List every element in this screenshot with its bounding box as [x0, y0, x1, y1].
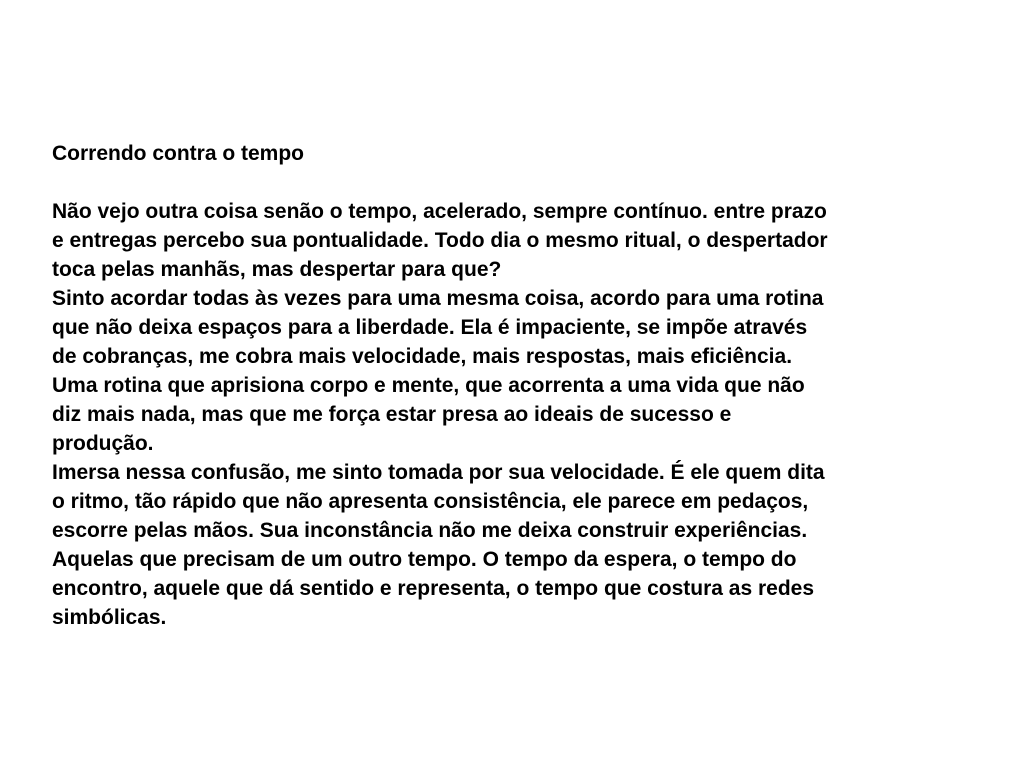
body-line: Não vejo outra coisa senão o tempo, acelerado, sempre contínuo. entre prazo — [52, 200, 827, 223]
body-line: que não deixa espaços para a liberdade. Ela é impaciente, se impõe através — [52, 316, 808, 339]
document-body — [52, 197, 972, 632]
body-line: o ritmo, tão rápido que não apresenta consistência, ele parece em pedaços, — [52, 490, 809, 513]
body-line: e entregas percebo sua pontualidade. Todo dia o mesmo ritual, o despertador — [52, 229, 828, 252]
body-line: encontro, aquele que dá sentido e representa, o tempo que costura as redes — [52, 577, 815, 600]
body-line: Uma rotina que aprisiona corpo e mente, que acorrenta a uma vida que não — [52, 374, 805, 397]
body-line: toca pelas manhãs, mas despertar para que? — [52, 258, 502, 281]
body-line: diz mais nada, mas que me força estar presa ao ideais de sucesso e — [52, 403, 732, 426]
body-line: Imersa nessa confusão, me sinto tomada por sua velocidade. É ele quem dita — [52, 461, 825, 484]
title-spacer — [52, 168, 972, 197]
body-line: simbólicas. — [52, 606, 167, 629]
body-line: Aquelas que precisam de um outro tempo. O tempo da espera, o tempo do — [52, 548, 797, 571]
body-line: de cobranças, me cobra mais velocidade, mais respostas, mais eficiência. — [52, 345, 793, 368]
body-line: produção. — [52, 432, 154, 455]
document-title: Correndo contra o tempo — [52, 142, 305, 165]
body-line: Sinto acordar todas às vezes para uma mesma coisa, acordo para uma rotina — [52, 287, 824, 310]
document-page — [52, 139, 972, 632]
body-line: escorre pelas mãos. Sua inconstância não me deixa construir experiências. — [52, 519, 808, 542]
